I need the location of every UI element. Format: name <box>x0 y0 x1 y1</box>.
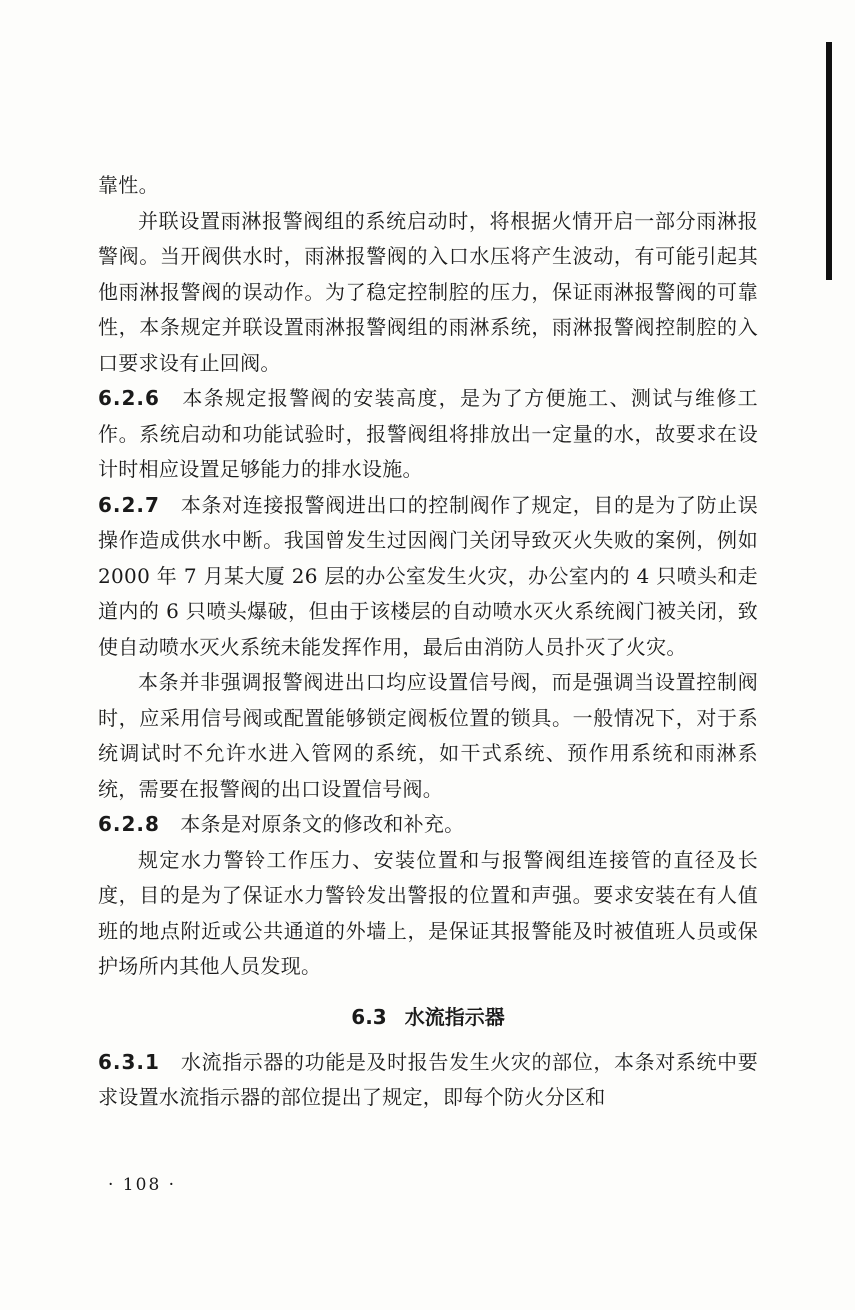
page-edge-bar <box>826 42 832 280</box>
document-body <box>98 168 765 1116</box>
paragraph-water-bell: 规定水力警铃工作压力、安装位置和与报警阀组连接管的直径及长度，目的是为了保证水力警铃发出警报的位置和声强。要求安装在有人值班的地点附近或公共通道的外墙上，是保证其报警能及时被值班人员或保护场所内其他人员发现。 <box>98 847 758 978</box>
section-title: 水流指示器 <box>404 1004 505 1029</box>
section-heading <box>98 999 758 1035</box>
paragraph-continuation: 靠性。 <box>98 173 159 197</box>
clause-6-2-8: 6.2.8 本条是对原条文的修改和补充。 <box>98 812 465 836</box>
clause-number: 6.2.7 <box>98 492 160 517</box>
clause-number: 6.2.6 <box>98 386 160 410</box>
clause-number: 6.2.8 <box>98 812 160 836</box>
page-number: · 108 · <box>108 1175 177 1195</box>
paragraph-signal-valve: 本条并非强调报警阀进出口均应设置信号阀，而是强调当设置控制阀时，应采用信号阀或配置能够锁定阀板位置的锁具。一般情况下，对于系统调试时不允许水进入管网的系统，如干式系统、预作用系统和雨淋系统，需要在报警阀的出口设置信号阀。 <box>98 670 758 801</box>
paragraph-rain-valve: 并联设置雨淋报警阀组的系统启动时，将根据火情开启一部分雨淋报警阀。当开阀供水时，雨淋报警阀的入口水压将产生波动，有可能引起其他雨淋报警阀的误动作。为了稳定控制腔的压力，保证雨淋报警阀的可靠性，本条规定并联设置雨淋报警阀组的雨淋系统，雨淋报警阀控制腔的入口要求设有止回阀。 <box>98 208 758 375</box>
section-number: 6.3 <box>351 1004 387 1029</box>
clause-number: 6.3.1 <box>98 1049 160 1074</box>
clause-6-3-1: 6.3.1 水流指示器的功能是及时报告发生火灾的部位，本条对系统中要求设置水流指示器的部位提出了规定，即每个防火分区和 <box>98 1049 758 1109</box>
clause-6-2-6: 6.2.6 本条规定报警阀的安装高度，是为了方便施工、测试与维修工作。系统启动和功能试验时，报警阀组将排放出一定量的水，故要求在设计时相应设置足够能力的排水设施。 <box>98 386 758 481</box>
clause-6-2-7: 6.2.7 本条对连接报警阀进出口的控制阀作了规定，目的是为了防止误操作造成供水中断。我国曾发生过因阀门关闭导致灭火失败的案例，例如 2000 年 7 月某大厦 26 层的办公室发生火灾，办公室内的 4 只喷头和走道内的 6 只喷头爆破，但由于该楼层的自动喷水灭火系统阀门被关闭，致使自动喷水灭火系统未能发挥作用，最后由消防人员扑灭了火灾。 <box>98 492 765 659</box>
